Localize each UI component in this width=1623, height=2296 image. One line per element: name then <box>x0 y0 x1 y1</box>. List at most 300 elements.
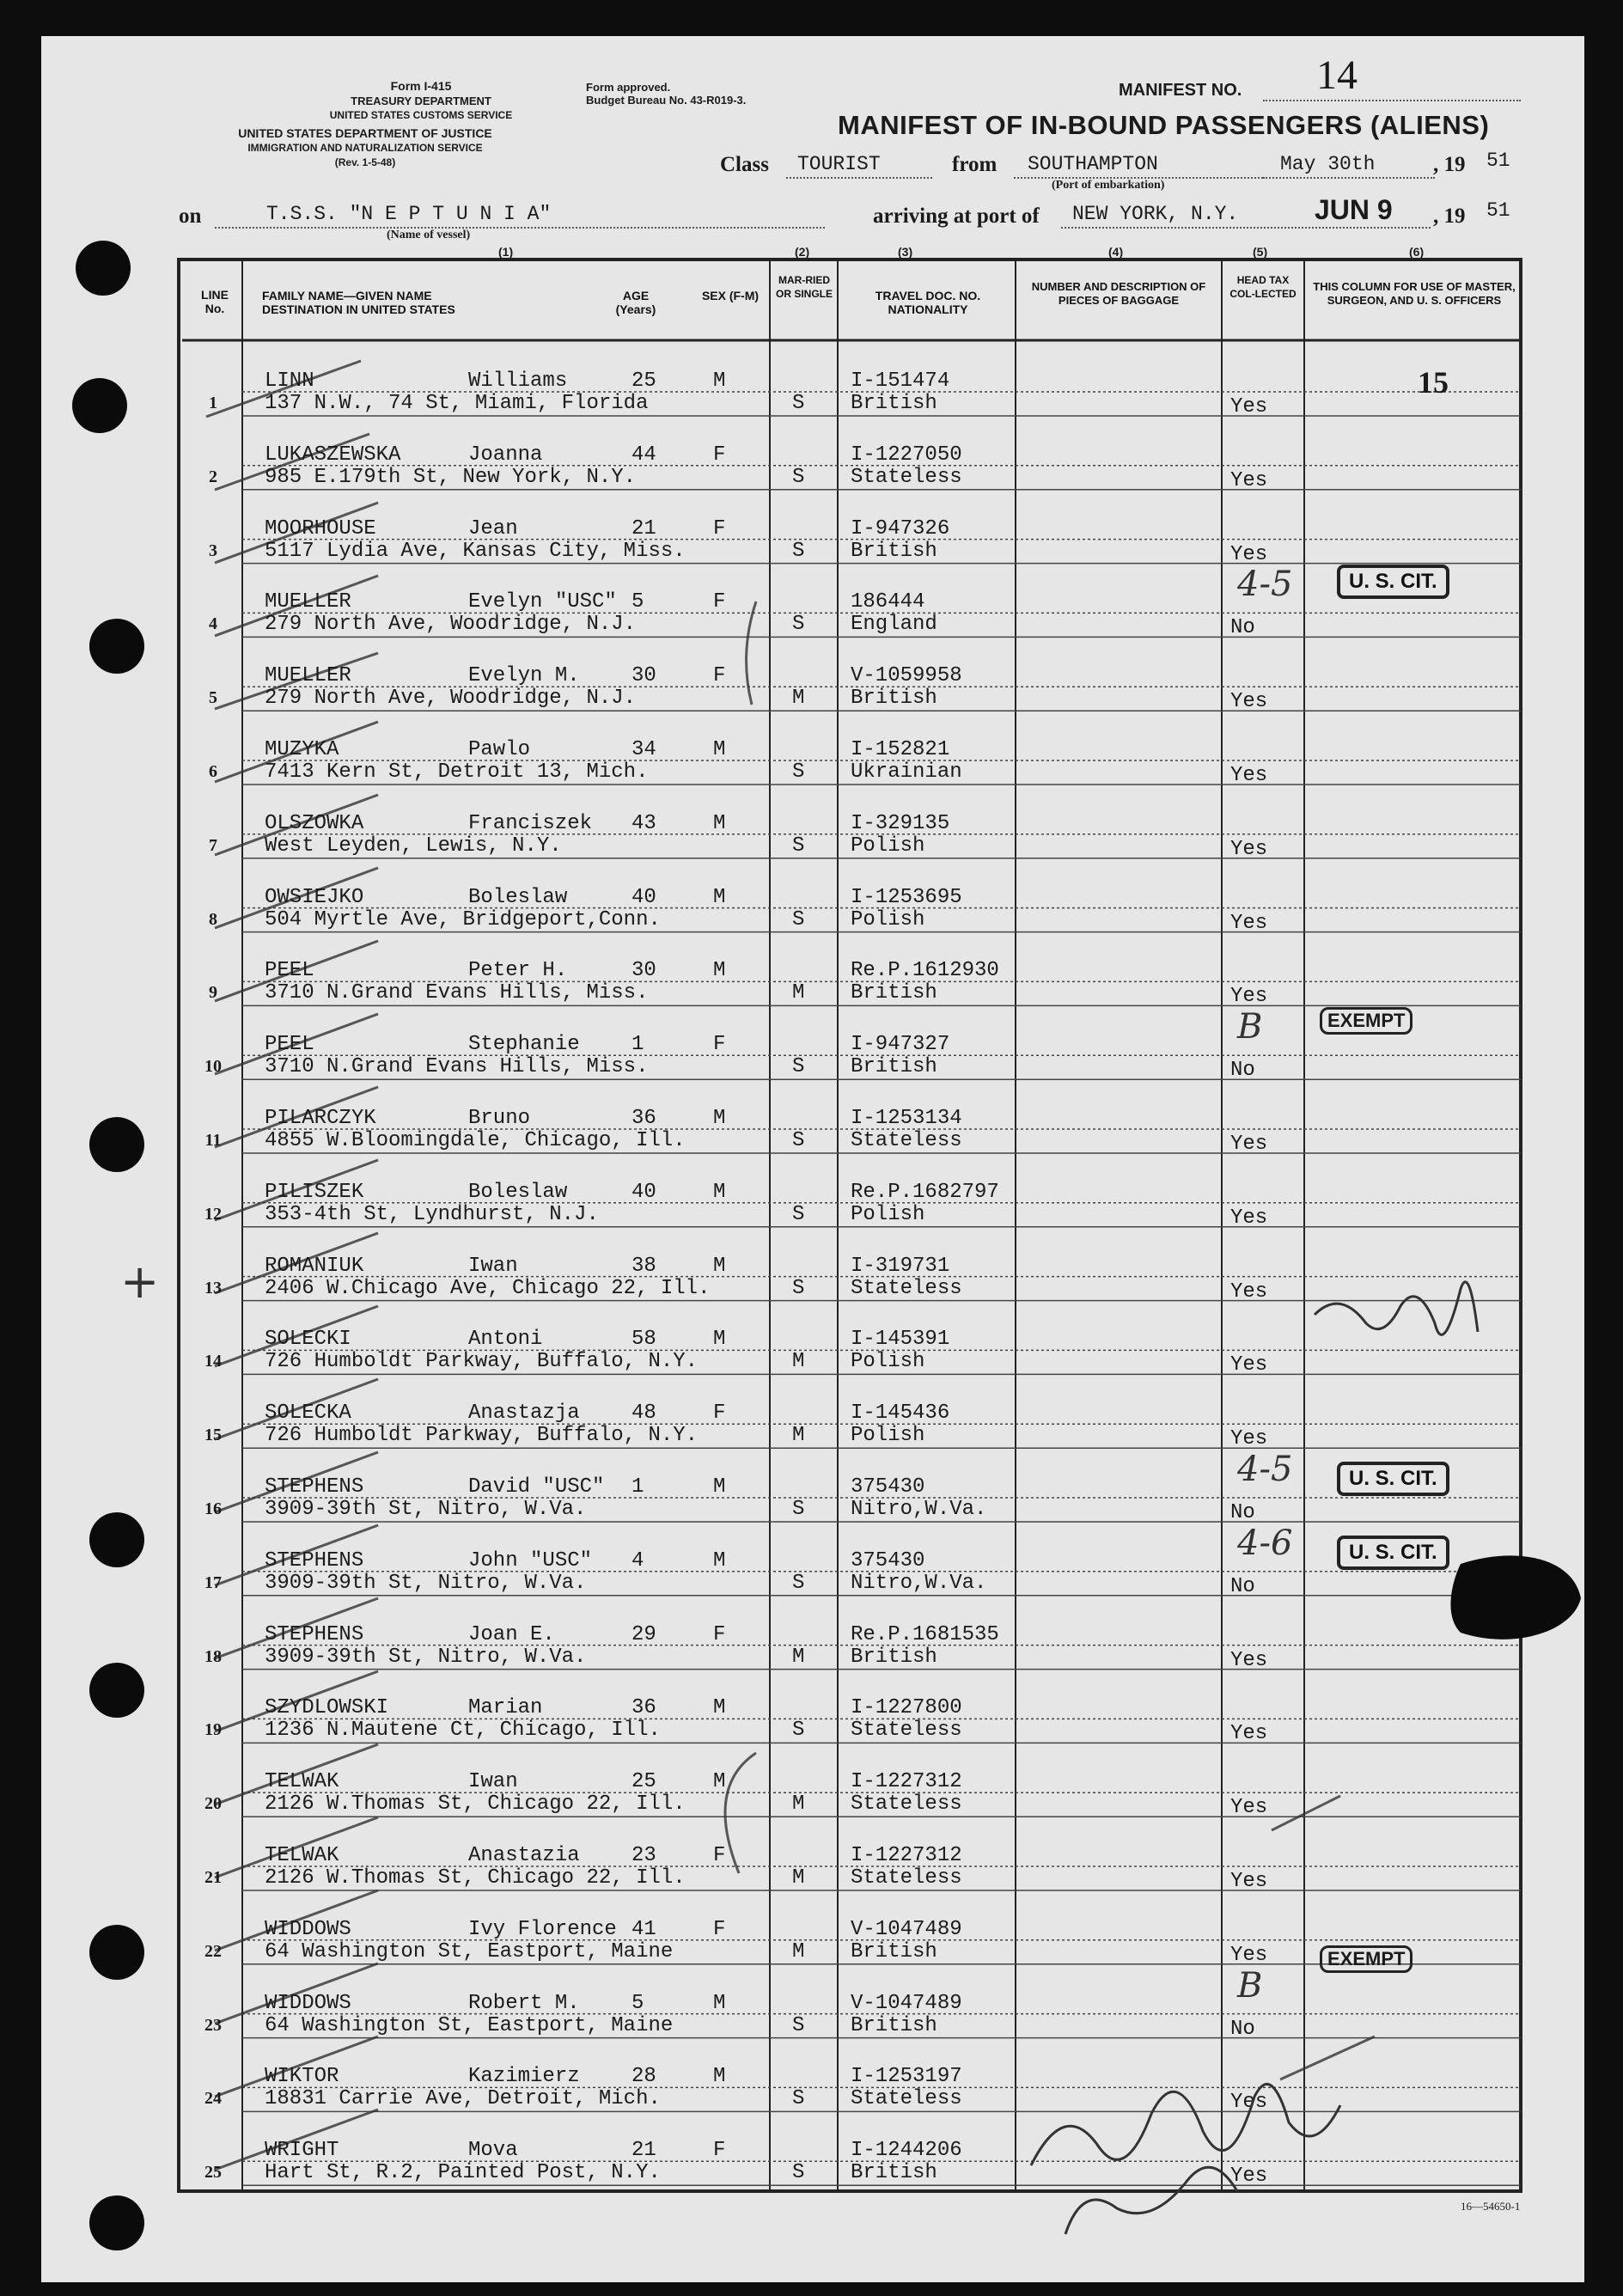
travel-doc-no: I-1253197 <box>851 2065 962 2089</box>
sex: F <box>713 516 726 540</box>
nationality: Nitro,W.Va. <box>851 1571 987 1595</box>
passenger-row <box>0 1670 1623 1744</box>
head-tax: Yes <box>1230 542 1268 566</box>
head-tax: Yes <box>1230 985 1268 1009</box>
travel-doc-no: I-145391 <box>851 1328 950 1352</box>
age: 41 <box>632 1917 656 1941</box>
age: 44 <box>632 443 656 467</box>
marital-status: M <box>792 981 805 1005</box>
travel-doc-no: 375430 <box>851 1548 925 1572</box>
given-name: Ivy Florence <box>468 1917 617 1941</box>
family-name: MUZYKA <box>265 738 339 761</box>
nationality: British <box>851 2161 937 2185</box>
given-name: Marian <box>468 1696 543 1720</box>
from-value: SOUTHAMPTON <box>1028 153 1158 175</box>
marital-status: M <box>792 1424 805 1448</box>
head-tax: No <box>1230 1501 1255 1524</box>
passenger-row <box>0 1524 1623 1597</box>
given-name: Antoni <box>468 1328 543 1352</box>
marital-status: S <box>792 1202 805 1226</box>
nationality: Stateless <box>851 2087 962 2111</box>
family-name: STEPHENS <box>265 1475 364 1499</box>
given-name: Williams <box>468 369 568 393</box>
travel-doc-no: I-1227050 <box>851 443 962 467</box>
head-tax: No <box>1230 2017 1255 2041</box>
passenger-row <box>0 1302 1623 1376</box>
marital-status: S <box>792 1498 805 1521</box>
sex: M <box>713 1180 726 1204</box>
passenger-row <box>0 1081 1623 1155</box>
exempt-stamp: EXEMPT <box>1320 1007 1412 1035</box>
marital-status: S <box>792 465 805 489</box>
passenger-row <box>0 2039 1623 2113</box>
given-name: Evelyn M. <box>468 664 580 688</box>
col-header-officers: THIS COLUMN FOR USE OF MASTER, SURGEON, AND U. S. OFFICERS <box>1313 280 1516 307</box>
sex: F <box>713 1622 726 1646</box>
age: 28 <box>632 2065 656 2089</box>
family-name: SOLECKI <box>265 1328 351 1352</box>
marital-status: M <box>792 1792 805 1817</box>
sex: M <box>713 369 726 393</box>
line-number: 14 <box>204 1352 222 1371</box>
age: 30 <box>632 664 656 688</box>
travel-doc-no: I-1227312 <box>851 1844 962 1867</box>
travel-doc-no: 186444 <box>851 590 925 614</box>
col-header-age: AGE (Years) <box>615 289 656 316</box>
address: 18831 Carrie Ave, Detroit, Mich. <box>265 2087 661 2111</box>
form-id: Form I-415 <box>390 79 452 93</box>
handwritten-note: 4-6 <box>1237 1523 1293 1563</box>
passenger-row <box>0 1229 1623 1303</box>
head-tax: Yes <box>1230 1206 1268 1230</box>
sex: F <box>713 1844 726 1867</box>
manifest-no-label: MANIFEST NO. <box>1119 81 1242 100</box>
footer-code: 16—54650-1 <box>1461 2200 1521 2213</box>
arrival-port: NEW YORK, N.Y. <box>1072 203 1239 225</box>
marital-status: S <box>792 2013 805 2037</box>
passenger-row <box>0 860 1623 934</box>
family-name: TELWAK <box>265 1770 339 1794</box>
marital-status: S <box>792 613 805 637</box>
passenger-row <box>0 786 1623 860</box>
sex: F <box>713 443 726 467</box>
address: 279 North Ave, Woodridge, N.J. <box>265 687 637 711</box>
from-label: from <box>952 153 998 176</box>
nationality: Stateless <box>851 465 962 489</box>
line-number: 21 <box>204 1868 222 1887</box>
marital-status: S <box>792 1571 805 1595</box>
exempt-stamp: EXEMPT <box>1320 1945 1412 1973</box>
travel-doc-no: I-319731 <box>851 1254 950 1278</box>
sex: M <box>713 1548 726 1572</box>
column-number: (5) <box>1253 245 1268 259</box>
vessel-name: T.S.S. "N E P T U N I A" <box>266 203 552 225</box>
line-number: 7 <box>209 835 217 855</box>
class-label: Class <box>720 153 769 176</box>
nationality: Stateless <box>851 1866 962 1890</box>
embark-caption: (Port of embarkation) <box>1052 179 1165 192</box>
nationality: Stateless <box>851 1792 962 1817</box>
marital-status: S <box>792 1129 805 1152</box>
departure-year: 51 <box>1486 150 1510 172</box>
sex: F <box>713 590 726 614</box>
family-name: LINN <box>265 369 314 393</box>
travel-doc-no: Re.P.1612930 <box>851 959 999 983</box>
family-name: LUKASZEWSKA <box>265 443 401 467</box>
family-name: SZYDLOWSKI <box>265 1696 389 1720</box>
passenger-row <box>0 1744 1623 1818</box>
passenger-row <box>0 344 1623 418</box>
marital-status: M <box>792 1939 805 1963</box>
head-tax: Yes <box>1230 1133 1268 1156</box>
passenger-row <box>0 1376 1623 1450</box>
address: 3909-39th St, Nitro, W.Va. <box>265 1645 587 1669</box>
nationality: British <box>851 539 937 563</box>
column-number: (6) <box>1409 245 1425 259</box>
address: Hart St, R.2, Painted Post, N.Y. <box>265 2161 661 2185</box>
marital-status: M <box>792 1645 805 1669</box>
customs-label: UNITED STATES CUSTOMS SERVICE <box>329 109 513 121</box>
nationality: Polish <box>851 907 925 931</box>
on-label: on <box>179 205 202 228</box>
nationality: British <box>851 981 937 1005</box>
travel-doc-no: I-947327 <box>851 1033 950 1057</box>
marital-status: S <box>792 2161 805 2185</box>
head-tax: Yes <box>1230 1279 1268 1304</box>
handwritten-note: 4-5 <box>1237 565 1293 605</box>
passenger-row <box>0 1818 1623 1892</box>
address: 353-4th St, Lyndhurst, N.J. <box>265 1202 599 1226</box>
marital-status: S <box>792 392 805 415</box>
age: 25 <box>632 369 656 393</box>
line-number: 1 <box>209 394 217 412</box>
address: 64 Washington St, Eastport, Maine <box>265 2013 674 2037</box>
family-name: STEPHENS <box>265 1622 364 1646</box>
address: 726 Humboldt Parkway, Buffalo, N.Y. <box>265 1350 699 1374</box>
sex: M <box>713 1991 726 2015</box>
line-number: 25 <box>204 2163 222 2183</box>
nationality: Ukrainian <box>851 760 962 784</box>
sex: M <box>713 1696 726 1720</box>
travel-doc-no: I-151474 <box>851 369 950 393</box>
doj-label: UNITED STATES DEPARTMENT OF JUSTICE <box>238 126 492 140</box>
line-number: 2 <box>209 467 217 486</box>
vessel-caption: (Name of vessel) <box>387 229 471 241</box>
age: 40 <box>632 1180 656 1204</box>
line-number: 22 <box>204 1941 222 1961</box>
line-number: 10 <box>204 1057 222 1077</box>
arrival-date-stamp: JUN 9 <box>1315 194 1393 225</box>
margin-plus-mark: + <box>120 1255 160 1309</box>
given-name: Anastazia <box>468 1844 580 1867</box>
head-tax: Yes <box>1230 468 1268 492</box>
given-name: Boleslaw <box>468 1180 568 1204</box>
address: 64 Washington St, Eastport, Maine <box>265 1939 674 1963</box>
age: 21 <box>632 516 656 540</box>
us-cit-stamp: U. S. CIT. <box>1337 565 1449 599</box>
given-name: Kazimierz <box>468 2065 580 2089</box>
passenger-row <box>0 418 1623 492</box>
officer-number: 15 <box>1418 365 1449 400</box>
marital-status: S <box>792 834 805 858</box>
sex: F <box>713 1917 726 1941</box>
given-name: Stephanie <box>468 1033 580 1057</box>
line-number: 19 <box>204 1720 222 1740</box>
travel-doc-no: I-947326 <box>851 516 950 540</box>
age: 58 <box>632 1328 656 1352</box>
given-name: Iwan <box>468 1254 518 1278</box>
nationality: British <box>851 1055 937 1079</box>
line-number: 15 <box>204 1426 222 1445</box>
head-tax: Yes <box>1230 1648 1268 1672</box>
age: 21 <box>632 2139 656 2163</box>
family-name: MOORHOUSE <box>265 516 376 540</box>
sex: M <box>713 2065 726 2089</box>
handwritten-note: B <box>1237 1965 1263 2006</box>
address: 985 E.179th St, New York, N.Y. <box>265 465 637 489</box>
rev-label: (Rev. 1-5-48) <box>334 156 396 168</box>
address: 3909-39th St, Nitro, W.Va. <box>265 1571 587 1595</box>
family-name: WRIGHT <box>265 2139 339 2163</box>
family-name: ROMANIUK <box>265 1254 364 1278</box>
address: 2126 W.Thomas St, Chicago 22, Ill. <box>265 1866 686 1890</box>
column-number: (1) <box>498 245 514 259</box>
head-tax: Yes <box>1230 911 1268 935</box>
nationality: British <box>851 2013 937 2037</box>
travel-doc-no: I-329135 <box>851 811 950 835</box>
us-cit-stamp: U. S. CIT. <box>1337 1462 1449 1496</box>
arrival-year: 51 <box>1486 199 1510 222</box>
travel-doc-no: I-145436 <box>851 1401 950 1426</box>
arrival-year-prefix: , 19 <box>1433 205 1466 228</box>
nationality: Polish <box>851 834 925 858</box>
sex: M <box>713 1475 726 1499</box>
passenger-row <box>0 1597 1623 1671</box>
age: 36 <box>632 1107 656 1130</box>
family-name: MUELLER <box>265 590 351 614</box>
address: 4855 W.Bloomingdale, Chicago, Ill. <box>265 1129 686 1152</box>
head-tax: Yes <box>1230 1427 1268 1451</box>
nationality: Nitro,W.Va. <box>851 1498 987 1521</box>
column-number: (2) <box>795 245 810 259</box>
given-name: Iwan <box>468 1770 518 1794</box>
budget-label: Budget Bureau No. 43-R019-3. <box>586 94 747 107</box>
age: 38 <box>632 1254 656 1278</box>
passenger-row <box>0 1892 1623 1969</box>
line-number: 12 <box>204 1204 222 1224</box>
nationality: Polish <box>851 1350 925 1374</box>
sex: M <box>713 1254 726 1278</box>
head-tax: Yes <box>1230 1796 1268 1820</box>
col-header-travel-doc: TRAVEL DOC. NO. NATIONALITY <box>875 289 981 316</box>
sex: M <box>713 1107 726 1130</box>
arriving-label: arriving at port of <box>873 205 1040 228</box>
age: 34 <box>632 738 656 761</box>
family-name: PEEL <box>265 959 314 983</box>
address: 7413 Kern St, Detroit 13, Mich. <box>265 760 649 784</box>
approved-label: Form approved. <box>586 81 671 94</box>
given-name: Robert M. <box>468 1991 580 2015</box>
address: 3909-39th St, Nitro, W.Va. <box>265 1498 587 1521</box>
travel-doc-no: I-152821 <box>851 738 950 761</box>
head-tax: Yes <box>1230 690 1268 714</box>
given-name: Franciszek <box>468 811 593 835</box>
age: 1 <box>632 1033 644 1057</box>
family-name: WIDDOWS <box>265 1917 351 1941</box>
head-tax: Yes <box>1230 395 1268 418</box>
head-tax: Yes <box>1230 2091 1268 2115</box>
col-header-baggage: NUMBER AND DESCRIPTION OF PIECES OF BAGGAGE <box>1031 280 1206 307</box>
given-name: Jean <box>468 516 518 540</box>
age: 48 <box>632 1401 656 1426</box>
line-number: 4 <box>209 614 217 634</box>
given-name: Bruno <box>468 1107 531 1130</box>
head-tax: Yes <box>1230 1353 1268 1377</box>
given-name: Joanna <box>468 443 543 467</box>
age: 30 <box>632 959 656 983</box>
head-tax: No <box>1230 1574 1255 1598</box>
marital-status: S <box>792 1055 805 1079</box>
marital-status: S <box>792 1276 805 1300</box>
travel-doc-no: Re.P.1681535 <box>851 1622 999 1646</box>
line-number: 16 <box>204 1499 222 1518</box>
nationality: England <box>851 613 937 637</box>
family-name: OWSIEJKO <box>265 885 364 909</box>
family-name: STEPHENS <box>265 1548 364 1572</box>
col-header-name: FAMILY NAME—GIVEN NAME DESTINATION IN UNITED STATES <box>262 289 455 316</box>
travel-doc-no: I-1227800 <box>851 1696 962 1720</box>
line-number: 5 <box>209 688 217 708</box>
column-number: (4) <box>1108 245 1124 259</box>
family-name: WIDDOWS <box>265 1991 351 2015</box>
address: 279 North Ave, Woodridge, N.J. <box>265 613 637 637</box>
line-number: 11 <box>204 1131 222 1150</box>
address: 3710 N.Grand Evans Hills, Miss. <box>265 1055 649 1079</box>
given-name: Anastazja <box>468 1401 580 1426</box>
handwritten-note: B <box>1237 1007 1263 1047</box>
address: 2126 W.Thomas St, Chicago 22, Ill. <box>265 1792 686 1817</box>
marital-status: M <box>792 1866 805 1890</box>
given-name: Boleslaw <box>468 885 568 909</box>
line-number: 9 <box>209 983 217 1003</box>
passenger-row <box>0 1966 1623 2040</box>
treasury-label: TREASURY DEPARTMENT <box>351 95 491 107</box>
head-tax: Yes <box>1230 2165 1268 2189</box>
column-number: (3) <box>898 245 913 259</box>
passenger-row <box>0 565 1623 638</box>
manifest-title: MANIFEST OF IN-BOUND PASSENGERS (ALIENS) <box>838 110 1490 140</box>
sex: F <box>713 1401 726 1426</box>
line-number: 24 <box>204 2089 222 2109</box>
age: 36 <box>632 1696 656 1720</box>
age: 25 <box>632 1770 656 1794</box>
line-number: 3 <box>209 540 217 560</box>
col-header-line: LINE No. <box>201 288 229 315</box>
nationality: British <box>851 1939 937 1963</box>
sex: F <box>713 1033 726 1057</box>
address: 504 Myrtle Ave, Bridgeport,Conn. <box>265 907 661 931</box>
address: West Leyden, Lewis, N.Y. <box>265 834 562 858</box>
marital-status: S <box>792 760 805 784</box>
line-number: 8 <box>209 909 217 929</box>
given-name: Mova <box>468 2139 518 2163</box>
marital-status: S <box>792 539 805 563</box>
family-name: WIKTOR <box>265 2065 339 2089</box>
passenger-row <box>0 2113 1623 2187</box>
given-name: Peter H. <box>468 959 568 983</box>
travel-doc-no: V-1047489 <box>851 1917 962 1941</box>
head-tax: Yes <box>1230 1870 1268 1893</box>
travel-doc-no: I-1227312 <box>851 1770 962 1794</box>
passenger-row <box>0 1155 1623 1229</box>
passenger-row <box>0 712 1623 786</box>
nationality: Stateless <box>851 1129 962 1152</box>
address: 5117 Lydia Ave, Kansas City, Miss. <box>265 539 686 563</box>
age: 40 <box>632 885 656 909</box>
address: 1236 N.Mautene Ct, Chicago, Ill. <box>265 1719 661 1743</box>
line-number: 23 <box>204 2015 222 2035</box>
marital-status: M <box>792 687 805 711</box>
manifest-no-value: 14 <box>1316 52 1358 98</box>
marital-status: M <box>792 1350 805 1374</box>
given-name: Evelyn "USC" <box>468 590 617 614</box>
address: 3710 N.Grand Evans Hills, Miss. <box>265 981 649 1005</box>
class-value: TOURIST <box>797 153 881 175</box>
head-tax: Yes <box>1230 837 1268 861</box>
ins-label: IMMIGRATION AND NATURALIZATION SERVICE <box>247 142 483 154</box>
departure-date: May 30th <box>1280 153 1376 175</box>
head-tax: No <box>1230 1059 1255 1083</box>
line-number: 20 <box>204 1794 222 1814</box>
nationality: Polish <box>851 1202 925 1226</box>
sex: M <box>713 1328 726 1352</box>
line-number: 18 <box>204 1646 222 1666</box>
family-name: TELWAK <box>265 1844 339 1867</box>
family-name: PEEL <box>265 1033 314 1057</box>
sex: M <box>713 959 726 983</box>
nationality: British <box>851 1645 937 1669</box>
age: 1 <box>632 1475 644 1499</box>
passenger-row <box>0 933 1623 1007</box>
sex: F <box>713 664 726 688</box>
age: 29 <box>632 1622 656 1646</box>
age: 5 <box>632 1991 644 2015</box>
given-name: Joan E. <box>468 1622 555 1646</box>
nationality: Stateless <box>851 1276 962 1300</box>
given-name: Pawlo <box>468 738 531 761</box>
marital-status: S <box>792 2087 805 2111</box>
family-name: SOLECKA <box>265 1401 351 1426</box>
marital-status: S <box>792 1719 805 1743</box>
age: 43 <box>632 811 656 835</box>
col-header-married: MAR-RIED OR SINGLE <box>775 274 833 300</box>
sex: M <box>713 811 726 835</box>
passenger-row <box>0 638 1623 712</box>
family-name: OLSZOWKA <box>265 811 364 835</box>
travel-doc-no: Re.P.1682797 <box>851 1180 999 1204</box>
col-header-sex: SEX (F-M) <box>701 289 760 302</box>
marital-status: S <box>792 907 805 931</box>
sex: M <box>713 885 726 909</box>
family-name: PILARCZYK <box>265 1107 376 1130</box>
age: 5 <box>632 590 644 614</box>
head-tax: Yes <box>1230 1943 1268 1967</box>
sex: M <box>713 1770 726 1794</box>
passenger-row <box>0 492 1623 565</box>
address: 2406 W.Chicago Ave, Chicago 22, Ill. <box>265 1276 711 1300</box>
travel-doc-no: V-1059958 <box>851 664 962 688</box>
line-number: 6 <box>209 762 217 781</box>
